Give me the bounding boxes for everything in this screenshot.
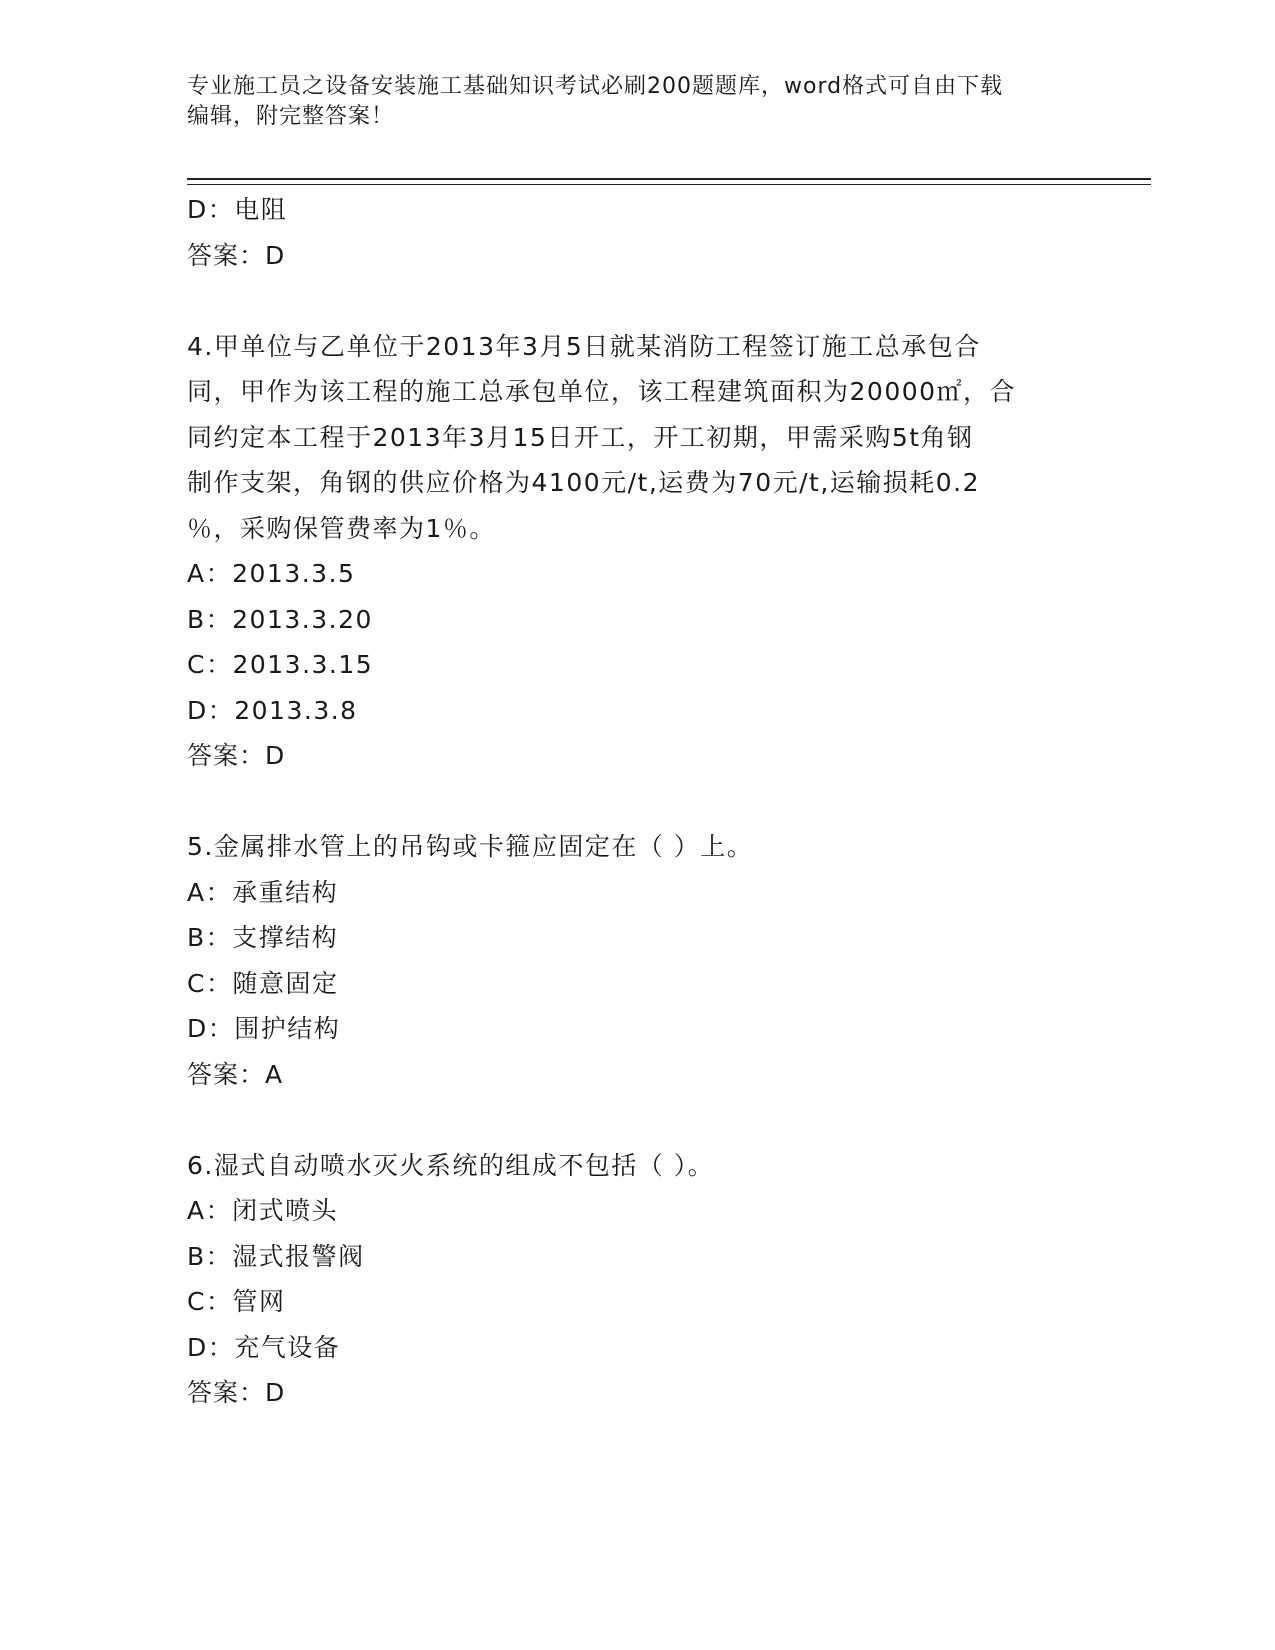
- option-d: D：电阻: [187, 195, 288, 224]
- question-spacer: [187, 1097, 1087, 1143]
- option-a: A：承重结构: [187, 877, 339, 907]
- question-3-tail: [187, 187, 1087, 278]
- option-c: C：随意固定: [187, 968, 339, 998]
- answer-line: 答案：A: [187, 1059, 284, 1089]
- question-6: [187, 1143, 1087, 1416]
- question-4: [187, 324, 1087, 779]
- question-stem: 6.湿式自动喷水灭火系统的组成不包括（ ）。: [187, 1150, 715, 1180]
- option-b: B：湿式报警阀: [187, 1241, 365, 1271]
- question-list: [187, 187, 1087, 1416]
- answer-line: 答案：D: [187, 741, 286, 770]
- question-stem-line: ％，采购保管费率为1％。: [187, 513, 496, 543]
- answer-line: 答案：D: [187, 1378, 286, 1407]
- question-spacer: [187, 278, 1087, 324]
- question-stem: 5.金属排水管上的吊钩或卡箍应固定在（ ）上。: [187, 832, 754, 861]
- document-header: [187, 72, 1087, 132]
- option-d: D：围护结构: [187, 1014, 341, 1043]
- option-b: B：2013.3.20: [187, 604, 373, 634]
- question-stem-line: 制作支架，角钢的供应价格为4100元/t,运费为70元/t,运输损耗0.2: [187, 468, 981, 497]
- header-title-line-1: 专业施工员之设备安装施工基础知识考试必刷200题题库，word格式可自由下载: [187, 74, 1004, 99]
- option-d: D：2013.3.8: [187, 695, 358, 725]
- question-spacer: [187, 779, 1087, 825]
- option-a: A：2013.3.5: [187, 559, 356, 588]
- option-c: C：2013.3.15: [187, 650, 374, 679]
- question-5: [187, 824, 1087, 1097]
- header-divider-thin: [187, 184, 1151, 185]
- question-stem-line: 同约定本工程于2013年3月15日开工，开工初期，甲需采购5t角钢: [187, 422, 974, 452]
- option-b: B：支撑结构: [187, 923, 339, 952]
- question-stem-line: 4.甲单位与乙单位于2013年3月5日就某消防工程签订施工总承包合: [187, 331, 981, 361]
- header-divider-thick: [187, 178, 1151, 180]
- option-c: C：管网: [187, 1287, 286, 1316]
- header-title-line-2: 编辑，附完整答案！: [187, 104, 395, 129]
- option-d: D：充气设备: [187, 1332, 341, 1362]
- question-stem-line: 同，甲作为该工程的施工总承包单位，该工程建筑面积为20000㎡，合: [187, 377, 1017, 406]
- answer-line: 答案：D: [187, 240, 286, 270]
- option-a: A：闭式喷头: [187, 1196, 339, 1225]
